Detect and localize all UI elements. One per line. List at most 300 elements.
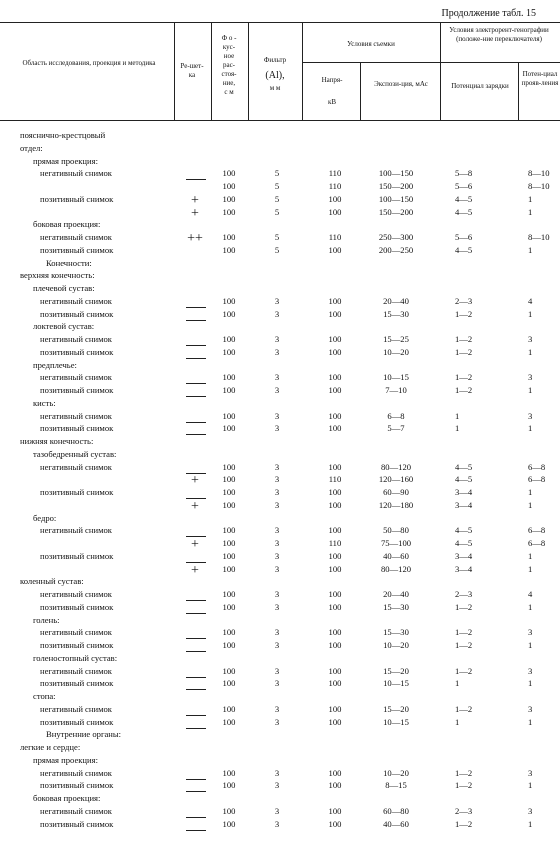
grid-mark-dash	[186, 728, 206, 729]
cell-f: 3	[274, 627, 280, 638]
table-row	[0, 295, 560, 307]
cell-p2: 6—8	[528, 538, 546, 548]
cell-p2: 1	[528, 193, 533, 204]
cell-e: 10—15	[383, 678, 409, 689]
row-label: позитивный снимок	[40, 193, 114, 204]
grid-mark-dash	[186, 422, 206, 423]
cell-p2: 4	[528, 589, 533, 599]
grid-mark-dash	[186, 434, 206, 435]
cell-e: 75—100	[380, 538, 412, 548]
cell-v: 100	[328, 563, 342, 574]
header-electro: Условия электрорент-генографии (положе-ние переключателя)	[449, 26, 549, 43]
table-row	[0, 308, 560, 320]
row-label: тазобедренный сустав:	[33, 448, 117, 459]
cell-fr: 100	[222, 525, 236, 536]
grid-mark-symbol: +	[191, 192, 199, 208]
row-label: позитивный снимок	[40, 385, 114, 395]
grid-mark-dash	[186, 383, 206, 384]
grid-mark-dash	[186, 689, 206, 690]
cell-fr: 100	[222, 168, 236, 179]
cell-p2: 3	[528, 703, 533, 714]
row-label: позитивный снимок	[40, 716, 114, 727]
header-top-rule	[0, 22, 560, 23]
cell-fr: 100	[222, 372, 236, 383]
cell-f: 3	[274, 538, 280, 548]
cell-p2: 1	[528, 716, 533, 727]
row-label: нижняя конечность:	[20, 436, 94, 446]
cell-f: 3	[274, 703, 280, 714]
cell-f: 3	[274, 334, 280, 344]
cell-p2: 3	[528, 334, 533, 344]
col-divider	[302, 22, 303, 120]
cell-v: 100	[328, 678, 342, 689]
table-row	[0, 639, 560, 651]
cell-p2: 1	[528, 780, 533, 791]
cell-v: 110	[328, 474, 342, 485]
cell-e: 80—120	[380, 563, 412, 574]
cell-f: 3	[274, 589, 280, 599]
cell-p: 1—2	[455, 601, 473, 612]
cell-fr: 100	[222, 461, 236, 472]
cell-fr: 100	[222, 678, 236, 689]
cell-p2: 1	[528, 206, 533, 217]
cell-fr: 100	[222, 716, 236, 727]
cell-p: 1—2	[455, 346, 473, 357]
table-row	[0, 575, 560, 587]
cell-p: 1	[455, 678, 460, 689]
row-label: негативный снимок	[40, 627, 112, 638]
grid-mark-dash	[186, 613, 206, 614]
cell-p2: 1	[528, 499, 533, 510]
grid-mark-dash	[186, 320, 206, 321]
row-label: позитивный снимок	[40, 780, 114, 791]
cell-e: 5—7	[387, 423, 405, 434]
row-label: позитивный снимок	[40, 244, 114, 255]
grid-mark-symbol: +	[191, 473, 199, 489]
table-row	[0, 588, 560, 600]
grid-mark-dash	[186, 600, 206, 601]
cell-f: 3	[274, 487, 280, 497]
header-filter-unit: (Al),	[265, 70, 285, 81]
cell-v: 100	[328, 640, 342, 650]
cell-p: 1—2	[455, 385, 473, 395]
cell-f: 3	[274, 474, 280, 485]
cell-v: 100	[328, 295, 342, 306]
cell-fr: 100	[222, 244, 236, 255]
table-row	[0, 205, 560, 221]
header-voltage-unit: кВ	[327, 98, 337, 106]
cell-f: 3	[274, 372, 280, 383]
row-label: прямая проекция:	[33, 754, 98, 765]
cell-v: 100	[328, 410, 342, 421]
row-label: негативный снимок	[40, 767, 112, 778]
cell-v: 100	[328, 372, 342, 383]
cell-fr: 100	[222, 589, 236, 599]
cell-f: 3	[274, 716, 280, 727]
cell-fr: 100	[222, 346, 236, 357]
cell-p2: 1	[528, 244, 533, 255]
grid-mark-symbol: +	[191, 562, 199, 578]
cell-v: 100	[328, 206, 342, 217]
row-label: голеностопный сустав:	[33, 652, 118, 663]
cell-fr: 100	[222, 308, 236, 319]
table-row	[0, 346, 560, 358]
cell-e: 15—25	[383, 334, 409, 344]
cell-fr: 100	[222, 423, 236, 434]
header-filter-mm: м м	[269, 84, 281, 92]
table-row	[0, 257, 560, 269]
col-divider	[440, 22, 441, 120]
cell-fr: 100	[222, 550, 236, 561]
row-label: позитивный снимок	[40, 601, 114, 612]
row-label: негативный снимок	[40, 665, 112, 676]
cell-p2: 1	[528, 385, 533, 395]
cell-p: 4—5	[455, 206, 473, 217]
cell-e: 20—40	[383, 589, 409, 599]
cell-p: 3—4	[455, 499, 473, 510]
table-row	[0, 677, 560, 689]
table-row	[0, 422, 560, 434]
cell-p: 2—3	[455, 295, 473, 306]
cell-fr: 100	[222, 410, 236, 421]
cell-p: 2—3	[455, 589, 473, 599]
cell-e: 6—8	[387, 410, 405, 421]
cell-f: 3	[274, 461, 280, 472]
cell-p2: 1	[528, 678, 533, 689]
row-label: негативный снимок	[40, 461, 112, 472]
cell-p2: 1	[528, 601, 533, 612]
row-label: голень:	[33, 614, 60, 625]
table-row	[0, 142, 560, 154]
cell-p2: 4	[528, 295, 533, 306]
cell-v: 100	[328, 716, 342, 727]
cell-f: 3	[274, 499, 280, 510]
cell-fr: 100	[222, 487, 236, 497]
table-row	[0, 498, 560, 514]
cell-p2: 6—8	[528, 525, 546, 536]
cell-e: 8—15	[385, 780, 407, 791]
cell-f: 3	[274, 640, 280, 650]
cell-p2: 1	[528, 308, 533, 319]
cell-v: 100	[328, 805, 342, 816]
cell-f: 3	[274, 665, 280, 676]
row-label: прямая проекция:	[33, 155, 98, 166]
cell-p2: 1	[528, 563, 533, 574]
col-divider	[248, 22, 249, 120]
cell-p: 4—5	[455, 244, 473, 255]
cell-v: 110	[328, 181, 342, 191]
row-label: негативный снимок	[40, 168, 112, 179]
cell-p: 4—5	[455, 461, 473, 472]
header-bottom-rule	[0, 120, 560, 121]
table-row	[0, 537, 560, 552]
cell-p2: 1	[528, 640, 533, 650]
cell-e: 10—20	[383, 767, 409, 778]
table-row	[0, 767, 560, 779]
table-row	[0, 818, 560, 830]
table-row	[0, 129, 560, 141]
header-area: Область исследования, проекция и методика	[22, 59, 156, 67]
row-label: предплечье:	[33, 359, 77, 370]
cell-f: 3	[274, 805, 280, 816]
cell-p: 1—2	[455, 334, 473, 344]
header-charge: Потенциал зарядки	[451, 82, 509, 90]
cell-f: 5	[274, 168, 280, 179]
cell-v: 100	[328, 601, 342, 612]
grid-mark-dash	[186, 307, 206, 308]
cell-fr: 100	[222, 385, 236, 395]
table-row	[0, 550, 560, 562]
cell-f: 3	[274, 767, 280, 778]
cell-fr: 100	[222, 601, 236, 612]
cell-p2: 6—8	[528, 461, 546, 472]
cell-fr: 100	[222, 780, 236, 791]
cell-f: 5	[274, 181, 280, 191]
row-label: Конечности:	[46, 257, 92, 268]
header-sub-rule	[302, 62, 560, 63]
cell-fr: 100	[222, 818, 236, 829]
table-row	[0, 562, 560, 578]
cell-v: 100	[328, 499, 342, 510]
table-row	[0, 167, 560, 179]
cell-f: 5	[274, 244, 280, 255]
table-row	[0, 805, 560, 817]
cell-p: 1	[455, 410, 460, 421]
cell-p2: 8—10	[528, 181, 550, 191]
header-focal: Ф о - кус- ное рас- стоя- ние, с м	[221, 34, 237, 96]
cell-p2: 3	[528, 767, 533, 778]
row-label: кисть:	[33, 397, 56, 408]
cell-fr: 100	[222, 627, 236, 638]
cell-e: 10—15	[383, 716, 409, 727]
cell-v: 100	[328, 550, 342, 561]
grid-mark-dash	[186, 638, 206, 639]
cell-fr: 100	[222, 563, 236, 574]
header-voltage: Напря-	[321, 76, 343, 84]
cell-p: 1—2	[455, 780, 473, 791]
table-row	[0, 231, 560, 246]
row-label: негативный снимок	[40, 410, 112, 421]
cell-fr: 100	[222, 767, 236, 778]
row-label: позитивный снимок	[40, 423, 114, 434]
header-grid: Ре-шет-ка	[180, 62, 204, 79]
table-row	[0, 626, 560, 638]
cell-v: 100	[328, 385, 342, 395]
cell-e: 7—10	[385, 385, 407, 395]
table-row	[0, 384, 560, 396]
cell-v: 100	[328, 334, 342, 344]
cell-e: 150—200	[378, 181, 414, 191]
cell-e: 10—20	[383, 640, 409, 650]
table-row	[0, 728, 560, 740]
cell-p: 4—5	[455, 525, 473, 536]
table-row	[0, 269, 560, 281]
table-row	[0, 244, 560, 256]
cell-fr: 100	[222, 206, 236, 217]
row-label: позитивный снимок	[40, 487, 114, 497]
row-label: локтевой сустав:	[33, 321, 95, 332]
row-label: негативный снимок	[40, 334, 112, 344]
cell-f: 3	[274, 385, 280, 395]
grid-mark-dash	[186, 677, 206, 678]
cell-fr: 100	[222, 640, 236, 650]
cell-f: 3	[274, 550, 280, 561]
cell-fr: 100	[222, 295, 236, 306]
cell-v: 100	[328, 780, 342, 791]
cell-e: 60—80	[383, 805, 409, 816]
cell-p: 2—3	[455, 805, 473, 816]
col-divider	[174, 22, 175, 120]
cell-f: 3	[274, 525, 280, 536]
grid-mark-symbol: +	[191, 537, 199, 552]
cell-p2: 6—8	[528, 474, 546, 485]
cell-f: 3	[274, 423, 280, 434]
cell-p2: 1	[528, 487, 533, 497]
cell-fr: 100	[222, 703, 236, 714]
row-label: легкие и сердце:	[20, 742, 81, 752]
cell-p: 4—5	[455, 193, 473, 204]
cell-e: 100—150	[378, 168, 414, 179]
row-label: плечевой сустав:	[33, 283, 95, 293]
cell-e: 15—30	[383, 627, 409, 638]
row-label: коленный сустав:	[20, 576, 84, 587]
cell-fr: 100	[222, 474, 236, 485]
cell-e: 60—90	[383, 487, 409, 497]
row-label: пояснично-крестцовый	[20, 130, 106, 140]
grid-mark-dash	[186, 779, 206, 780]
cell-p: 5—8	[455, 168, 473, 179]
cell-e: 40—60	[383, 550, 409, 561]
cell-p: 1—2	[455, 308, 473, 319]
cell-p: 1—2	[455, 818, 473, 829]
cell-e: 15—20	[383, 665, 409, 676]
row-label: верхняя конечность:	[20, 270, 95, 281]
cell-e: 10—20	[383, 346, 409, 357]
cell-p: 5—6	[455, 181, 473, 191]
cell-f: 3	[274, 601, 280, 612]
col-divider	[360, 62, 361, 120]
cell-e: 120—160	[378, 474, 414, 485]
cell-f: 3	[274, 678, 280, 689]
cell-p: 1—2	[455, 665, 473, 676]
cell-v: 110	[328, 232, 342, 242]
cell-fr: 100	[222, 334, 236, 344]
cell-p: 1—2	[455, 372, 473, 383]
cell-e: 40—60	[383, 818, 409, 829]
row-label: позитивный снимок	[40, 308, 114, 319]
row-label: позитивный снимок	[40, 678, 114, 689]
table-row	[0, 155, 560, 167]
cell-f: 3	[274, 563, 280, 574]
cell-p: 3—4	[455, 487, 473, 497]
cell-v: 100	[328, 767, 342, 778]
cell-p: 5—6	[455, 232, 473, 242]
cell-v: 100	[328, 525, 342, 536]
table-row	[0, 218, 560, 230]
cell-p2: 3	[528, 410, 533, 421]
row-label: Внутренние органы:	[46, 729, 122, 740]
cell-v: 100	[328, 308, 342, 319]
cell-fr: 100	[222, 665, 236, 676]
cell-fr: 100	[222, 538, 236, 548]
cell-p: 1—2	[455, 703, 473, 714]
cell-v: 100	[328, 665, 342, 676]
table-row	[0, 652, 560, 664]
header-develop: Потен-циал прояв-ления	[521, 70, 559, 87]
grid-mark-dash	[186, 179, 206, 180]
table-row	[0, 665, 560, 677]
table-row	[0, 690, 560, 702]
row-label: отдел:	[20, 142, 43, 153]
row-label: боковая проекция:	[33, 219, 101, 230]
cell-p: 1—2	[455, 640, 473, 650]
grid-mark-dash	[186, 651, 206, 652]
table-row	[0, 282, 560, 294]
cell-fr: 100	[222, 805, 236, 816]
table-row	[0, 397, 560, 409]
table-row	[0, 779, 560, 791]
cell-p2: 8—10	[528, 232, 550, 242]
cell-p2: 3	[528, 665, 533, 676]
cell-p2: 1	[528, 818, 533, 829]
cell-v: 110	[328, 538, 342, 548]
cell-v: 100	[328, 703, 342, 714]
cell-f: 5	[274, 232, 280, 242]
table-row	[0, 461, 560, 473]
cell-e: 15—30	[383, 308, 409, 319]
cell-p: 1—2	[455, 767, 473, 778]
table-row	[0, 320, 560, 332]
cell-fr: 100	[222, 232, 236, 242]
cell-e: 15—30	[383, 601, 409, 612]
header-conditions: Условия съемки	[347, 40, 395, 48]
cell-f: 5	[274, 193, 280, 204]
grid-mark-dash	[186, 358, 206, 359]
cell-e: 150—200	[378, 206, 414, 217]
cell-p: 4—5	[455, 474, 473, 485]
row-label: негативный снимок	[40, 805, 112, 816]
row-label: негативный снимок	[40, 295, 112, 306]
table-row	[0, 754, 560, 766]
cell-v: 100	[328, 627, 342, 638]
table-row	[0, 359, 560, 371]
cell-f: 3	[274, 780, 280, 791]
grid-mark-dash	[186, 396, 206, 397]
table-row	[0, 180, 560, 192]
cell-e: 50—80	[383, 525, 409, 536]
row-label: бедро:	[33, 512, 57, 523]
row-label: негативный снимок	[40, 525, 112, 536]
cell-fr: 100	[222, 193, 236, 204]
grid-mark-symbol: +	[191, 205, 199, 221]
grid-mark-dash	[186, 715, 206, 716]
table-row	[0, 601, 560, 613]
cell-f: 5	[274, 206, 280, 217]
cell-p2: 3	[528, 627, 533, 638]
cell-f: 3	[274, 308, 280, 319]
table-caption: Продолжение табл. 15	[441, 8, 536, 19]
row-label: позитивный снимок	[40, 346, 114, 357]
cell-v: 100	[328, 487, 342, 497]
grid-mark-dash	[186, 817, 206, 818]
cell-v: 100	[328, 346, 342, 357]
cell-e: 200—250	[378, 244, 414, 255]
cell-e: 100—150	[378, 193, 414, 204]
cell-p2: 1	[528, 423, 533, 434]
cell-p: 3—4	[455, 563, 473, 574]
row-label: позитивный снимок	[40, 550, 114, 561]
cell-v: 100	[328, 193, 342, 204]
